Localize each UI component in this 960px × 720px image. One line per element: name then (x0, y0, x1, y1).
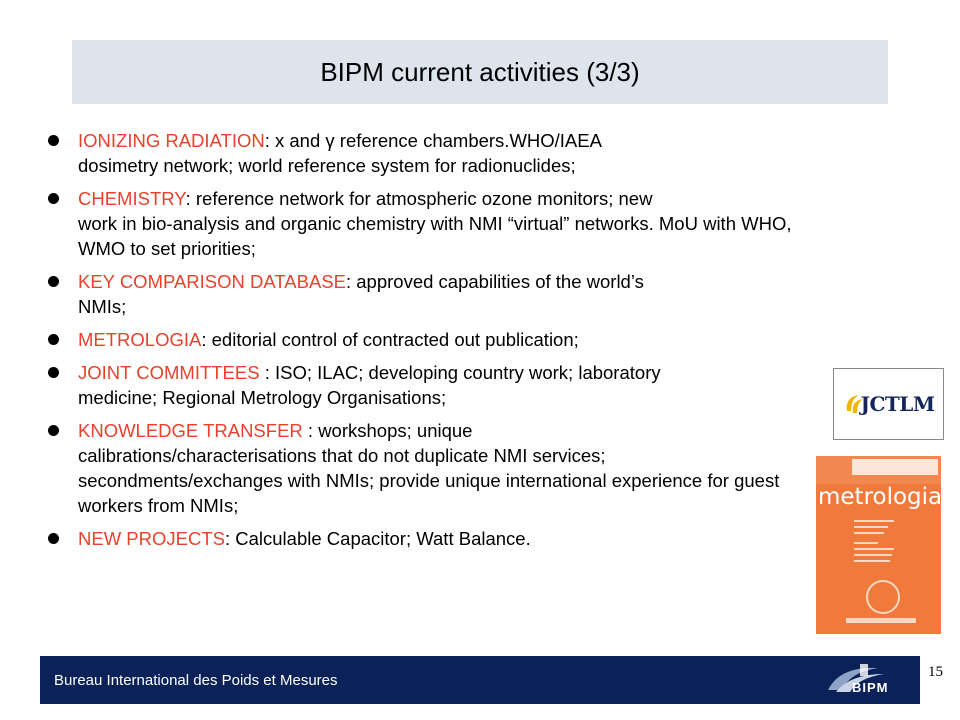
jctlm-jct: JCT (860, 392, 900, 416)
bullet-text: : x and γ reference chambers.WHO/IAEA (264, 130, 602, 151)
title-banner (72, 40, 888, 104)
bullet-dot-icon (48, 334, 59, 345)
bullet-key: CHEMISTRY (78, 188, 186, 209)
bullet-text: : reference network for atmospheric ozone monitors; new (185, 188, 653, 209)
bullet-dot-icon (48, 276, 59, 287)
bullet-text: : workshops; unique (307, 420, 473, 441)
footer-bar (40, 656, 920, 704)
bullet-item (48, 128, 838, 178)
bullet-text: : editorial control of contracted out publication; (201, 329, 579, 350)
bullet-text: : ISO; ILAC; developing country work; laboratory (264, 362, 661, 383)
bullet-item (48, 186, 838, 261)
bullet-text-rest: calibrations/characterisations that do not duplicate NMI services; secondments/exchanges with NMIs; provide unique international experience for guest workers from NMIs; (78, 445, 780, 516)
footer-organization: Bureau International des Poids et Mesures (54, 672, 338, 689)
jctlm-lm: LM (899, 392, 935, 416)
bullet-key: JOINT COMMITTEES (78, 362, 265, 383)
bullet-key: METROLOGIA (78, 329, 202, 350)
bullet-item (48, 526, 838, 551)
bullet-dot-icon (48, 367, 59, 378)
bullet-dot-icon (48, 533, 59, 544)
bullet-text-rest: medicine; Regional Metrology Organisations; (78, 387, 447, 408)
bullet-text-rest: NMIs; (78, 296, 127, 317)
bullet-key: KNOWLEDGE TRANSFER (78, 420, 308, 441)
bullet-text: : Calculable Capacitor; Watt Balance. (224, 528, 531, 549)
bullet-text-rest: work in bio-analysis and organic chemistry with NMI “virtual” networks. MoU with WHO, WMO to set priorities; (78, 213, 792, 259)
bullet-item (48, 269, 838, 319)
bullet-key: KEY COMPARISON DATABASE (78, 271, 346, 292)
cover-title: metrologia (818, 484, 943, 510)
bullet-dot-icon (48, 193, 59, 204)
bullet-item (48, 360, 838, 410)
bullet-text-rest: dosimetry network; world reference system for radionuclides; (78, 155, 576, 176)
page-number: 15 (928, 664, 943, 680)
bipm-wordmark: BIPM (852, 680, 889, 695)
bullet-dot-icon (48, 425, 59, 436)
bullet-item (48, 327, 838, 352)
bullet-list (48, 128, 838, 559)
jctlm-logo (833, 368, 944, 440)
cover-footer-bar (846, 618, 916, 623)
bullet-key: IONIZING RADIATION (78, 130, 265, 151)
metrologia-cover-image (816, 456, 941, 634)
cover-text-lines (854, 520, 894, 566)
bullet-text: : approved capabilities of the world’s (345, 271, 644, 292)
bullet-dot-icon (48, 135, 59, 146)
cover-emblem-icon (866, 580, 900, 614)
slide-title: BIPM current activities (3/3) (320, 56, 640, 87)
bullet-item (48, 418, 808, 518)
bullet-key: NEW PROJECTS (78, 528, 225, 549)
